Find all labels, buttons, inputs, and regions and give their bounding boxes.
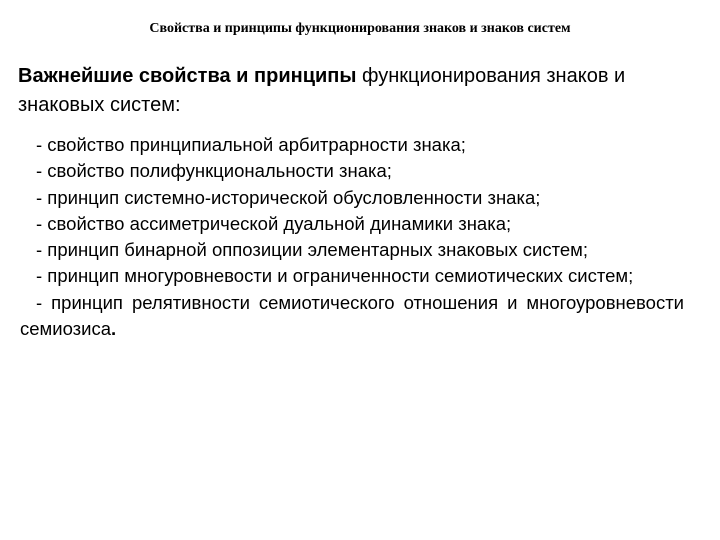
list-item-text: - принцип релятивности семиотического отношения и многоуровневости семиозиса — [20, 291, 684, 340]
list-item-text: - свойство принципиальной арбитрарности знака; — [36, 134, 466, 155]
list-item — [20, 158, 684, 184]
list-item-text: - принцип бинарной оппозиции элементарных знаковых систем; — [36, 239, 589, 261]
list-item — [20, 290, 684, 343]
intro-text: функционирования знаков и знаковых систем: — [18, 65, 626, 116]
list-item — [20, 211, 684, 237]
list-item-text: - свойство полифункциональности знака; — [36, 160, 392, 182]
list-item-text: - свойство ассиметрической дуальной динамики знака; — [36, 212, 512, 234]
intro-bold-text: Важнейшие свойства и принципы — [18, 65, 357, 87]
list-item — [20, 237, 684, 263]
principles-list — [20, 132, 684, 342]
list-item — [20, 185, 684, 211]
intro-paragraph — [18, 62, 694, 120]
final-period: . — [111, 318, 117, 340]
list-item-text: - принцип системно-исторической обусловленности знака; — [36, 186, 541, 208]
slide-title: Свойства и принципы функционирования знаков и знаков систем — [149, 21, 571, 36]
list-item-text: - принцип многуровневости и ограниченности семиотических систем; — [36, 265, 634, 287]
list-item — [20, 263, 684, 289]
list-item — [20, 132, 684, 158]
